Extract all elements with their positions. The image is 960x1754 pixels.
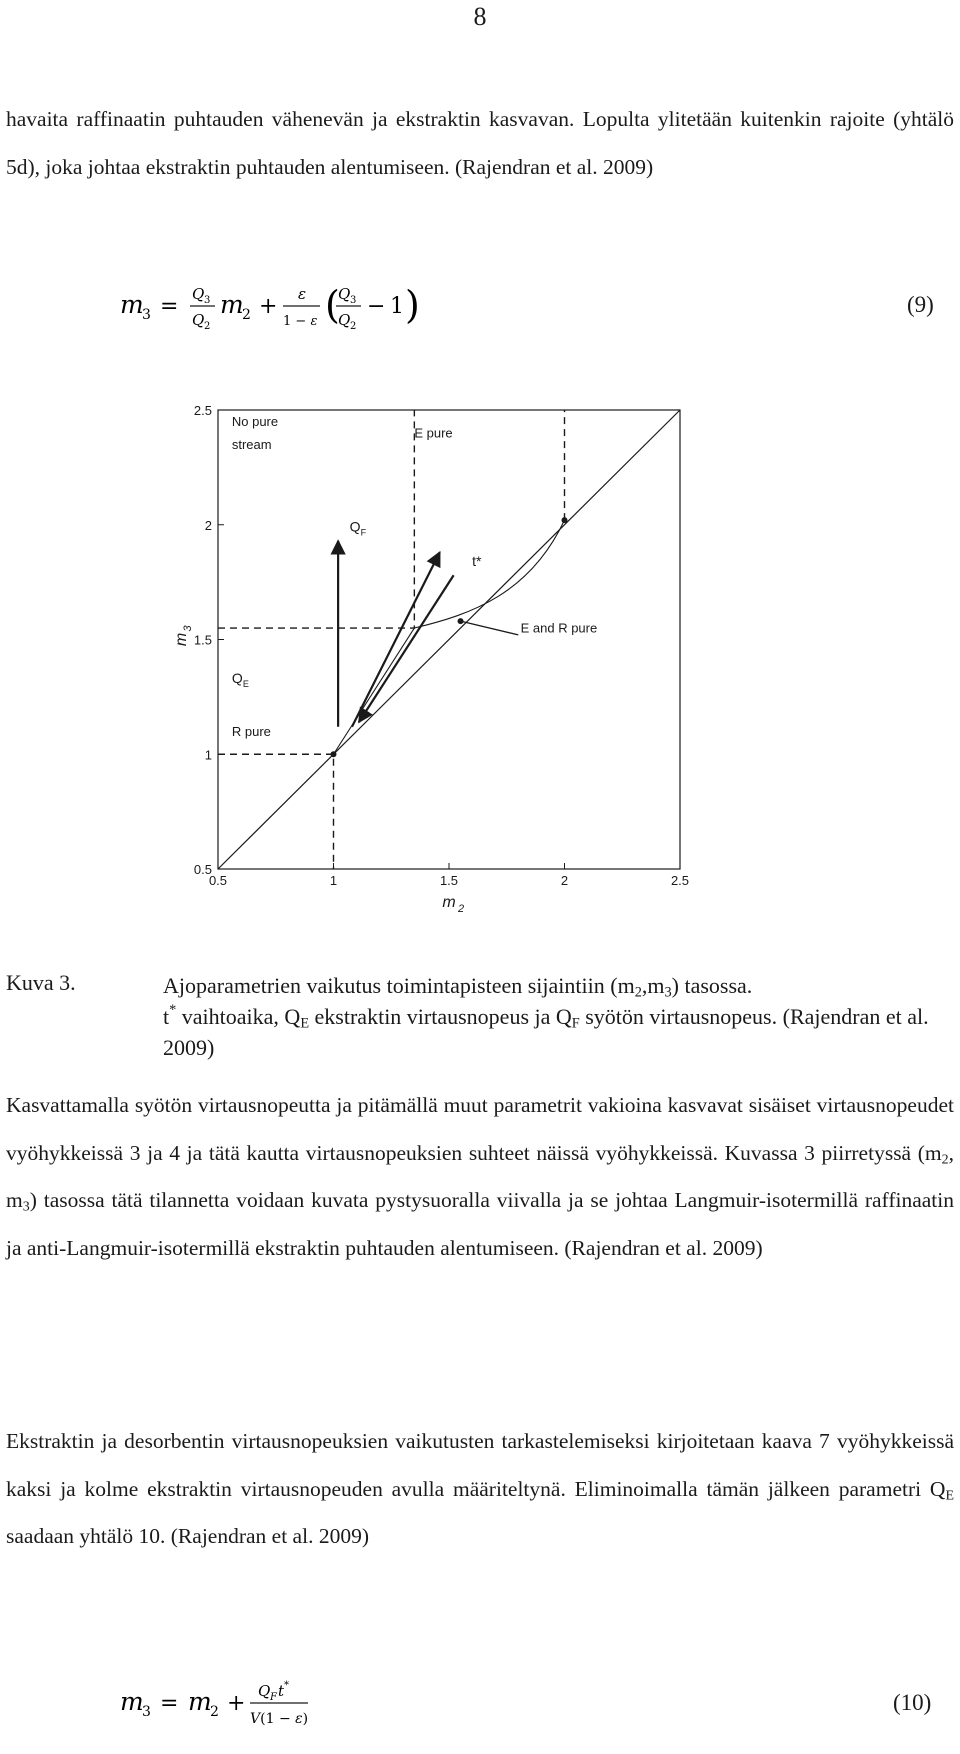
x-axis-label: m bbox=[442, 894, 456, 911]
svg-text:+: + bbox=[259, 294, 278, 319]
label-qe: Q bbox=[231, 670, 243, 687]
equation-9-number: (9) bbox=[907, 292, 934, 317]
r-pure-vertex-point bbox=[331, 751, 337, 757]
e-pure-vertex-point bbox=[562, 517, 568, 523]
svg-text:3: 3 bbox=[142, 1704, 151, 1720]
svg-text:2: 2 bbox=[242, 307, 251, 323]
paragraph-3: Ekstraktin ja desorbentin virtausnopeuksien vaikutusten tarkastelemiseksi kirjoitetaan kaava 7 vyöhykkeissä kaksi ja kolme ekstraktin virtausnopeuden avulla määriteltynä. Eliminoimalla tämän jälkeen parametri $Q_E$ saadaan yhtälö 10. (Rajendran et al. 2009) bbox=[6, 1429, 954, 1548]
svg-text:=: = bbox=[160, 294, 179, 319]
label-stream: stream bbox=[231, 437, 272, 453]
paragraph-1: havaita raffinaatin puhtauden vähenevän ja ekstraktin kasvavan. Lopulta ylitetään kuitenkin rajoite (yhtälö 5d), joka johtaa ekstraktin puhtauden alentumiseen. (Rajendran et al. 2009) bbox=[6, 107, 954, 179]
e-and-r-pure-pointer bbox=[461, 621, 519, 635]
x-tick-label: 0.5 bbox=[208, 873, 228, 888]
svg-text:F: F bbox=[270, 1692, 277, 1703]
y-axis-label-sub: 3 bbox=[182, 625, 194, 632]
svg-text:−: − bbox=[367, 294, 386, 319]
svg-text:3: 3 bbox=[142, 307, 151, 323]
svg-text:m: m bbox=[120, 1687, 144, 1716]
svg-text:2: 2 bbox=[350, 321, 357, 332]
label-r-pure: R pure bbox=[231, 723, 271, 739]
caption-line2: t* vaihtoaika, $Q_E$ ekstraktin virtausnopeus ja $Q_F$ syötön virtausnopeus. (Rajendran et al. 2009) bbox=[163, 1002, 929, 1060]
y-tick-label: 2.5 bbox=[193, 403, 212, 418]
svg-text:V(1 − ε): V(1 − ε) bbox=[250, 1711, 309, 1727]
paragraph-2: Kasvattamalla syötön virtausnopeutta ja pitämällä muut parametrit vakioina kasvavat sisäiset virtausnopeudet vyöhykkeissä 3 ja 4 ja tätä kautta virtausnopeuksien suhteet näissä vyöhykkeissä. Kuvassa 3 piirretyssä ($m_2$, $m_3$) tasossa tätä tilannetta voidaan kuvata pystysuoralla viivalla ja se johtaa Langmuir-isotermillä raffinaatin ja anti-Langmuir-isotermillä ekstraktin puhtauden alentumiseen. (Rajendran et al. 2009) bbox=[6, 1093, 954, 1260]
svg-text:Q: Q bbox=[338, 285, 351, 303]
label-no-pure: No pure bbox=[231, 414, 279, 430]
caption-label: Kuva 3. bbox=[6, 970, 76, 995]
y-tick-label: 0.5 bbox=[193, 862, 212, 877]
x-tick-label: 1 bbox=[329, 873, 338, 888]
triangle-left-edge bbox=[334, 628, 415, 754]
equation-10-formula bbox=[120, 1670, 380, 1740]
svg-text:3: 3 bbox=[350, 295, 357, 306]
operating-region-chart bbox=[173, 402, 780, 977]
caption-line1: Ajoparametrien vaikutus toimintapisteen sijaintiin $(m_2,m_3)$ tasossa. bbox=[163, 973, 753, 1001]
svg-text:m: m bbox=[188, 1687, 212, 1716]
label-qf-sub: F bbox=[360, 527, 367, 538]
label-qe-sub: E bbox=[242, 679, 249, 690]
svg-text:Q: Q bbox=[258, 1682, 271, 1700]
label-e-and-r-pure: E and R pure bbox=[520, 620, 598, 636]
tstar-arrow bbox=[352, 552, 440, 726]
x-tick-label: 2 bbox=[560, 873, 569, 888]
svg-text:=: = bbox=[160, 1691, 179, 1716]
equation-9 bbox=[120, 275, 560, 345]
y-axis-label-group bbox=[173, 625, 194, 647]
equation-10-number: (10) bbox=[893, 1690, 932, 1715]
y-tick-label: 1.5 bbox=[193, 632, 212, 648]
svg-text:Q: Q bbox=[338, 311, 351, 329]
label-qf: Q bbox=[349, 518, 361, 535]
label-e-pure: E pure bbox=[414, 425, 453, 441]
svg-text:m: m bbox=[120, 290, 144, 319]
equation-10 bbox=[120, 1670, 380, 1740]
figure-3 bbox=[173, 402, 780, 977]
svg-text:t: t bbox=[278, 1682, 285, 1700]
y-tick-label: 1 bbox=[204, 747, 212, 763]
svg-text:1: 1 bbox=[390, 294, 404, 319]
svg-text:2: 2 bbox=[204, 321, 211, 332]
svg-text:ε: ε bbox=[298, 285, 307, 303]
x-tick-label: 1.5 bbox=[439, 873, 459, 888]
svg-text:): ) bbox=[405, 283, 420, 327]
diagonal-line bbox=[218, 410, 680, 869]
svg-text:1 − ε: 1 − ε bbox=[283, 314, 318, 329]
svg-text:Q: Q bbox=[192, 285, 205, 303]
svg-text:*: * bbox=[284, 1680, 289, 1691]
svg-text:2: 2 bbox=[210, 1704, 219, 1720]
svg-text:Q: Q bbox=[192, 311, 205, 329]
x-tick-label: 2.5 bbox=[670, 873, 690, 888]
boundary-curve bbox=[414, 520, 564, 628]
y-tick-label: 2 bbox=[204, 517, 212, 533]
equation-9-formula bbox=[120, 275, 560, 345]
svg-text:m: m bbox=[220, 290, 244, 319]
svg-text:+: + bbox=[227, 1691, 246, 1716]
svg-text:3: 3 bbox=[204, 295, 211, 306]
x-axis-label-sub: 2 bbox=[458, 903, 465, 915]
svg-text:(: ( bbox=[325, 283, 340, 327]
y-axis-label: m bbox=[173, 632, 190, 647]
label-tstar: t* bbox=[472, 553, 482, 570]
caption-text bbox=[163, 970, 953, 1063]
page-number: 8 bbox=[473, 2, 487, 31]
